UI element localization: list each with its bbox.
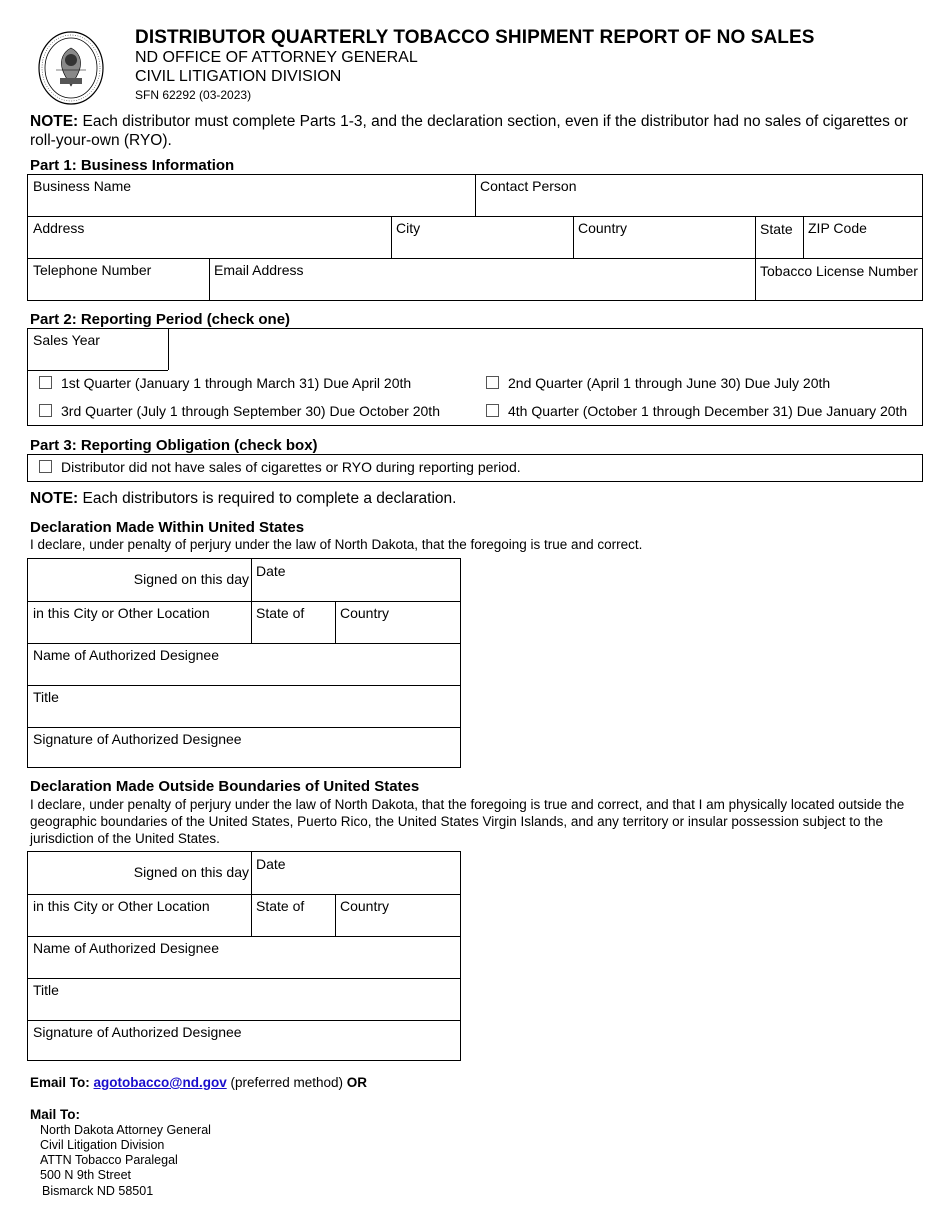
q1-checkbox[interactable]	[39, 376, 52, 389]
decl-out-signature-field[interactable]: Signature of Authorized Designee	[33, 1024, 242, 1040]
decl-us-signature-field[interactable]: Signature of Authorized Designee	[33, 731, 242, 747]
address-line-3: ATTN Tobacco Paralegal	[40, 1153, 178, 1167]
q2-checkbox[interactable]	[486, 376, 499, 389]
q1-label: 1st Quarter (January 1 through March 31) Due April 20th	[61, 375, 412, 391]
decl-out-name-field[interactable]: Name of Authorized Designee	[33, 940, 219, 956]
note2-text: Each distributors is required to complete a declaration.	[82, 490, 457, 507]
or-label: OR	[346, 1075, 368, 1090]
note-parts	[30, 112, 925, 150]
country-field[interactable]: Country	[578, 220, 628, 236]
q4-label: 4th Quarter (October 1 through December 31) Due January 20th	[508, 403, 908, 419]
part2-title: Part 2: Reporting Period (check one)	[30, 311, 291, 328]
mail-to-label: Mail To:	[30, 1107, 80, 1122]
part1-title: Part 1: Business Information	[30, 157, 235, 174]
preferred-note: (preferred method)	[230, 1075, 344, 1090]
email-to-label: Email To:	[30, 1075, 90, 1090]
tobacco-license-field[interactable]: Tobacco License Number	[760, 263, 918, 279]
decl-us-name-field[interactable]: Name of Authorized Designee	[33, 647, 219, 663]
part3-title: Part 3: Reporting Obligation (check box)	[30, 437, 318, 454]
decl-out-signed-day: Signed on this day	[133, 864, 249, 880]
form-number: SFN 62292 (03-2023)	[135, 88, 252, 102]
q3-label: 3rd Quarter (July 1 through September 30) Due October 20th	[61, 403, 440, 419]
decl-us-text: I declare, under penalty of perjury under the law of North Dakota, that the foregoing is true and correct.	[30, 537, 643, 552]
decl-out-state-field[interactable]: State of	[256, 898, 305, 914]
q2-label: 2nd Quarter (April 1 through June 30) Due July 20th	[508, 375, 831, 391]
zip-field[interactable]: ZIP Code	[808, 220, 867, 236]
decl-us-title: Declaration Made Within United States	[30, 519, 305, 536]
division-name: CIVIL LITIGATION DIVISION	[135, 68, 342, 85]
address-line-2: Civil Litigation Division	[40, 1138, 165, 1152]
sales-year-field[interactable]: Sales Year	[33, 332, 100, 348]
note-label: NOTE:	[30, 113, 79, 130]
decl-us-date-field[interactable]: Date	[256, 563, 286, 579]
note2-label: NOTE:	[30, 490, 79, 507]
address-line-4: 500 N 9th Street	[40, 1168, 132, 1182]
note-text: Each distributor must complete Parts 1-3, and the declaration section, even if the distributor had no sales of cigarettes or roll-your-own (RYO).	[30, 113, 908, 149]
decl-out-text: I declare, under penalty of perjury under the law of North Dakota, that the foregoing is true and correct, and that I am physically located outside the geographic boundaries of the United States, Puerto Rico, the United States Virgin Islands, and any territory or insular possession subject to the jurisdiction of the United States.	[30, 797, 905, 846]
decl-out-city-field[interactable]: in this City or Other Location	[33, 898, 210, 914]
form-title: DISTRIBUTOR QUARTERLY TOBACCO SHIPMENT REPORT OF NO SALES	[135, 27, 815, 48]
address-line-5: Bismarck ND 58501	[42, 1184, 154, 1198]
decl-us-signed-day: Signed on this day	[133, 571, 249, 587]
decl-out-title: Declaration Made Outside Boundaries of United States	[30, 778, 420, 795]
address-field[interactable]: Address	[33, 220, 85, 236]
state-field[interactable]: State	[760, 221, 793, 237]
email-link[interactable]: agotobacco@nd.gov	[93, 1075, 227, 1090]
address-line-1: North Dakota Attorney General	[40, 1123, 211, 1137]
email-field[interactable]: Email Address	[214, 262, 304, 278]
email-line	[30, 1075, 367, 1090]
q4-checkbox[interactable]	[486, 404, 499, 417]
city-field[interactable]: City	[396, 220, 421, 236]
great-seal-icon	[38, 30, 104, 106]
decl-us-city-field[interactable]: in this City or Other Location	[33, 605, 210, 621]
office-name: ND OFFICE OF ATTORNEY GENERAL	[135, 49, 418, 66]
no-sales-checkbox[interactable]	[39, 460, 52, 473]
decl-us-title-field[interactable]: Title	[33, 689, 59, 705]
business-name-field[interactable]: Business Name	[33, 178, 132, 194]
decl-out-country-field[interactable]: Country	[340, 898, 390, 914]
q3-checkbox[interactable]	[39, 404, 52, 417]
contact-person-field[interactable]: Contact Person	[480, 178, 577, 194]
decl-out-title-field[interactable]: Title	[33, 982, 59, 998]
decl-out-date-field[interactable]: Date	[256, 856, 286, 872]
telephone-field[interactable]: Telephone Number	[33, 262, 152, 278]
decl-us-country-field[interactable]: Country	[340, 605, 390, 621]
decl-us-state-field[interactable]: State of	[256, 605, 305, 621]
note-declaration	[30, 489, 456, 508]
no-sales-label: Distributor did not have sales of cigarettes or RYO during reporting period.	[61, 459, 521, 475]
